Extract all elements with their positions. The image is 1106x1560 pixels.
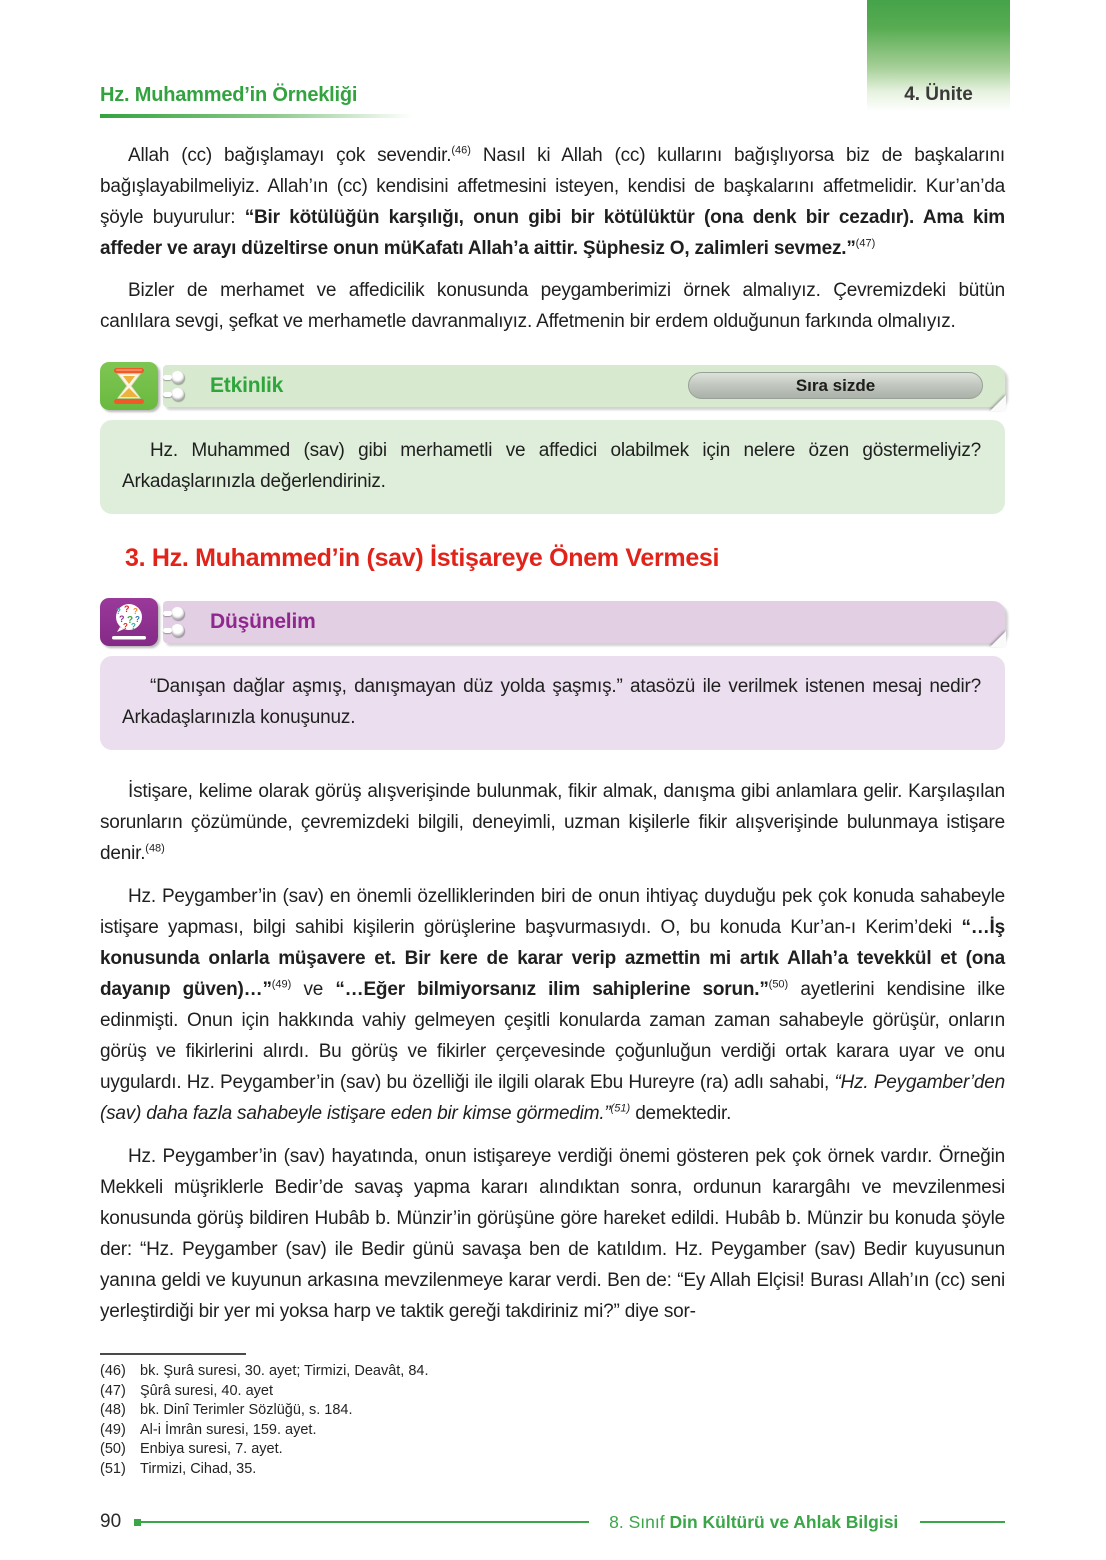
text-run: Hz. Peygamber’in (sav) en önemli özelliklerinden biri de onun ihtiyaç duyduğu pek çok konuda sahabeyle istişare yapması, bilgi sahibi kişilerin görüşlerine başvurmasıydı. O, bu konuda Kur’an-ı Kerim’deki <box>100 886 1005 938</box>
hourglass-icon <box>100 362 158 410</box>
paragraph <box>100 1141 1005 1327</box>
text-run: “Bir kötülüğün karşılığı, onun gibi bir kötülüktür (ona denk bir cezadır). Ama kim affeder ve arayı düzeltirse onun müKafatı Allah’a aittir. Şüphesiz O, zalimleri sevmez.” <box>100 207 1005 259</box>
page-curl-icon <box>990 631 1006 647</box>
text-run: Nasıl ki Allah (cc) kullarını bağışlıyorsa biz de başkalarını bağışlayabilmeliyiz. Allah’ın (cc) kendisini affetmesini isteyen, kendisi de başkalarını affetmelidir. Kur’an’da şöyle buyurulur: <box>100 145 1005 228</box>
activity-header <box>100 597 1005 647</box>
text-run: Bizler de merhamet ve affedicilik konusunda peygamberimizi örnek almalıyız. Çevremizdeki bütün canlılara sevgi, şefkat ve merhametle davranmalıyız. Affetmenin bir erdem olduğunun farkında olmalıyız. <box>100 280 1005 332</box>
text-run: demektedir. <box>630 1103 732 1124</box>
text-run: ayetlerini kendisine ilke edinmişti. Onun için hakkında vahiy gelmeyen çeşitli konularda zaman zaman sahabeyle görüşür, onların görüş ve fikirlerini alırdı. Bu görüş ve fikirler çerçevesinde çoğunluğun verdiği ortak karara uyar ve onu uygulardı. Hz. Peygamber’in (sav) bu özelliği ile ilgili olarak Ebu Hureyre (ra) adlı sahabi, <box>100 979 1005 1093</box>
footnote-number: (49) <box>100 1421 126 1438</box>
activity-body: “Danışan dağlar aşmış, danışmayan düz yolda şaşmış.” atasözü ile verilmek istenen mesaj nedir? Arkadaşlarınızla konuşunuz. <box>100 656 1005 750</box>
text-run: (50) <box>768 978 789 991</box>
text-run: (46) <box>451 144 471 157</box>
text-run: (49) <box>271 978 292 991</box>
footer-rule <box>141 1521 589 1523</box>
footnote-number: (47) <box>100 1382 126 1399</box>
sira-sizde-badge: Sıra sizde <box>688 372 983 399</box>
page-curl-icon <box>990 395 1006 411</box>
footer-rule <box>920 1521 1005 1523</box>
chapter-title: Hz. Muhammed’in Örnekliği <box>100 84 358 106</box>
paragraph <box>100 881 1005 1129</box>
footnote-text: bk. Dinî Terimler Sözlüğü, s. 184. <box>140 1402 353 1418</box>
footer-book-title: 8. Sınıf Din Kültürü ve Ahlak Bilgisi <box>609 1511 899 1532</box>
text-run: “…İş konusunda onlarla müşavere et. Bir kere de karar verip azmettin mi artık Allah’a tevekkül et (ona dayanıp güven)…” <box>100 917 1005 1000</box>
footer-rule-cap <box>134 1519 141 1526</box>
text-run: Hz. Peygamber’in (sav) hayatında, onun istişareye verdiği önemi gösteren pek çok örnek vardır. Örneğin Mekkeli müşriklerle Bedir’de savaş yapma kararı alındıktan sonra, ordunun karargâhı ve mevzilenmesi konusunda görüş bildiren Hubâb b. Münzir’in görüşüne göre hareket edildi. Hubâb b. Münzir bu konuda şöyle der: “Hz. Peygamber (sav) ile Bedir günü savaşa ben de katıldım. Hz. Peygamber (sav) Bedir kuyusunun yanına geldi ve kuyunun arkasına mevzilenmeye karar verdi. Ben de: “Ey Allah Elçisi! Burası Allah’ın (cc) seni yerleştirdiği bir yer mi yoksa harp ve taktik gereği takdiriniz mi?” diye sor- <box>100 1146 1005 1322</box>
activity-body: Hz. Muhammed (sav) gibi merhametli ve affedici olabilmek için nelere özen göstermeliyiz? Arkadaşlarınızla değerlendiriniz. <box>100 420 1005 514</box>
page-footer <box>100 1511 1005 1533</box>
svg-text:?: ? <box>133 607 138 616</box>
text-run: (51) <box>610 1102 631 1115</box>
text-run: Allah (cc) bağışlamayı çok sevendir. <box>128 145 452 166</box>
paragraph <box>100 140 1005 264</box>
footnote-row <box>100 1382 1005 1402</box>
footnote-number: (48) <box>100 1402 126 1418</box>
text-run: İstişare, kelime olarak görüş alışverişinde bulunmak, fikir almak, danışma gibi anlamlara gelir. Karşılaşılan sorunların çözümünde, çevremizdeki bilgili, deneyimli, uzman kişilerle fikir alışverişinde bulunmaya istişare denir. <box>100 781 1005 864</box>
text-run: ve <box>291 979 336 1000</box>
footnote-number: (46) <box>100 1363 126 1379</box>
footnote-row <box>100 1421 1005 1441</box>
activity-title-bar <box>163 365 1005 407</box>
brain-question-icon <box>100 598 158 646</box>
footnote-text: Şûrâ suresi, 40. ayet <box>140 1382 273 1399</box>
text-run: (48) <box>145 842 165 855</box>
footnotes <box>100 1353 1005 1479</box>
activity-header <box>100 361 1005 411</box>
footnote-text: Enbiya suresi, 7. ayet. <box>140 1441 283 1457</box>
binder-ring-icon <box>171 371 184 384</box>
paragraph <box>100 776 1005 869</box>
footnote-text: bk. Şurâ suresi, 30. ayet; Tirmizi, Deavât, 84. <box>140 1363 429 1379</box>
title-underline <box>100 114 412 118</box>
footnote-list <box>100 1362 1005 1479</box>
activity-box-dusunelim <box>100 597 1005 750</box>
unit-badge <box>867 0 1010 112</box>
svg-text:?: ? <box>123 622 128 631</box>
activity-title-bar <box>163 601 1005 643</box>
footnote-text: Tirmizi, Cihad, 35. <box>140 1460 257 1477</box>
footnote-divider <box>100 1353 246 1355</box>
text-run: (47) <box>855 237 876 250</box>
footnote-number: (51) <box>100 1460 126 1477</box>
activity-title: Düşünelim <box>210 610 316 633</box>
text-run: “…Eğer bilmiyorsanız ilim sahiplerine sorun.” <box>335 979 769 1000</box>
svg-text:?: ? <box>131 622 136 631</box>
footnote-row <box>100 1401 1005 1421</box>
svg-text:?: ? <box>119 614 125 624</box>
binder-ring-icon <box>171 607 184 620</box>
unit-badge-label: 4. Ünite <box>904 84 973 105</box>
section-heading: 3. Hz. Muhammed’in (sav) İstişareye Önem Vermesi <box>125 544 720 572</box>
text-run: “Hz. Peygamber’den (sav) daha fazla sahabeyle istişare eden bir kimse görmedim.” <box>100 1072 1006 1124</box>
footnote-row <box>100 1440 1005 1460</box>
page-number: 90 <box>100 1511 122 1532</box>
svg-text:?: ? <box>127 615 134 626</box>
binder-ring-icon <box>171 388 184 401</box>
footnote-text: Al-i İmrân suresi, 159. ayet. <box>140 1421 317 1438</box>
svg-text:?: ? <box>124 604 130 614</box>
footnote-number: (50) <box>100 1441 126 1457</box>
paragraph <box>100 275 1005 337</box>
activity-title: Etkinlik <box>210 374 284 397</box>
footnote-row <box>100 1362 1005 1382</box>
binder-ring-icon <box>171 624 184 637</box>
activity-box-etkinlik <box>100 361 1005 514</box>
svg-text:?: ? <box>135 615 140 624</box>
svg-text:?: ? <box>116 607 121 616</box>
footnote-row <box>100 1460 1005 1480</box>
